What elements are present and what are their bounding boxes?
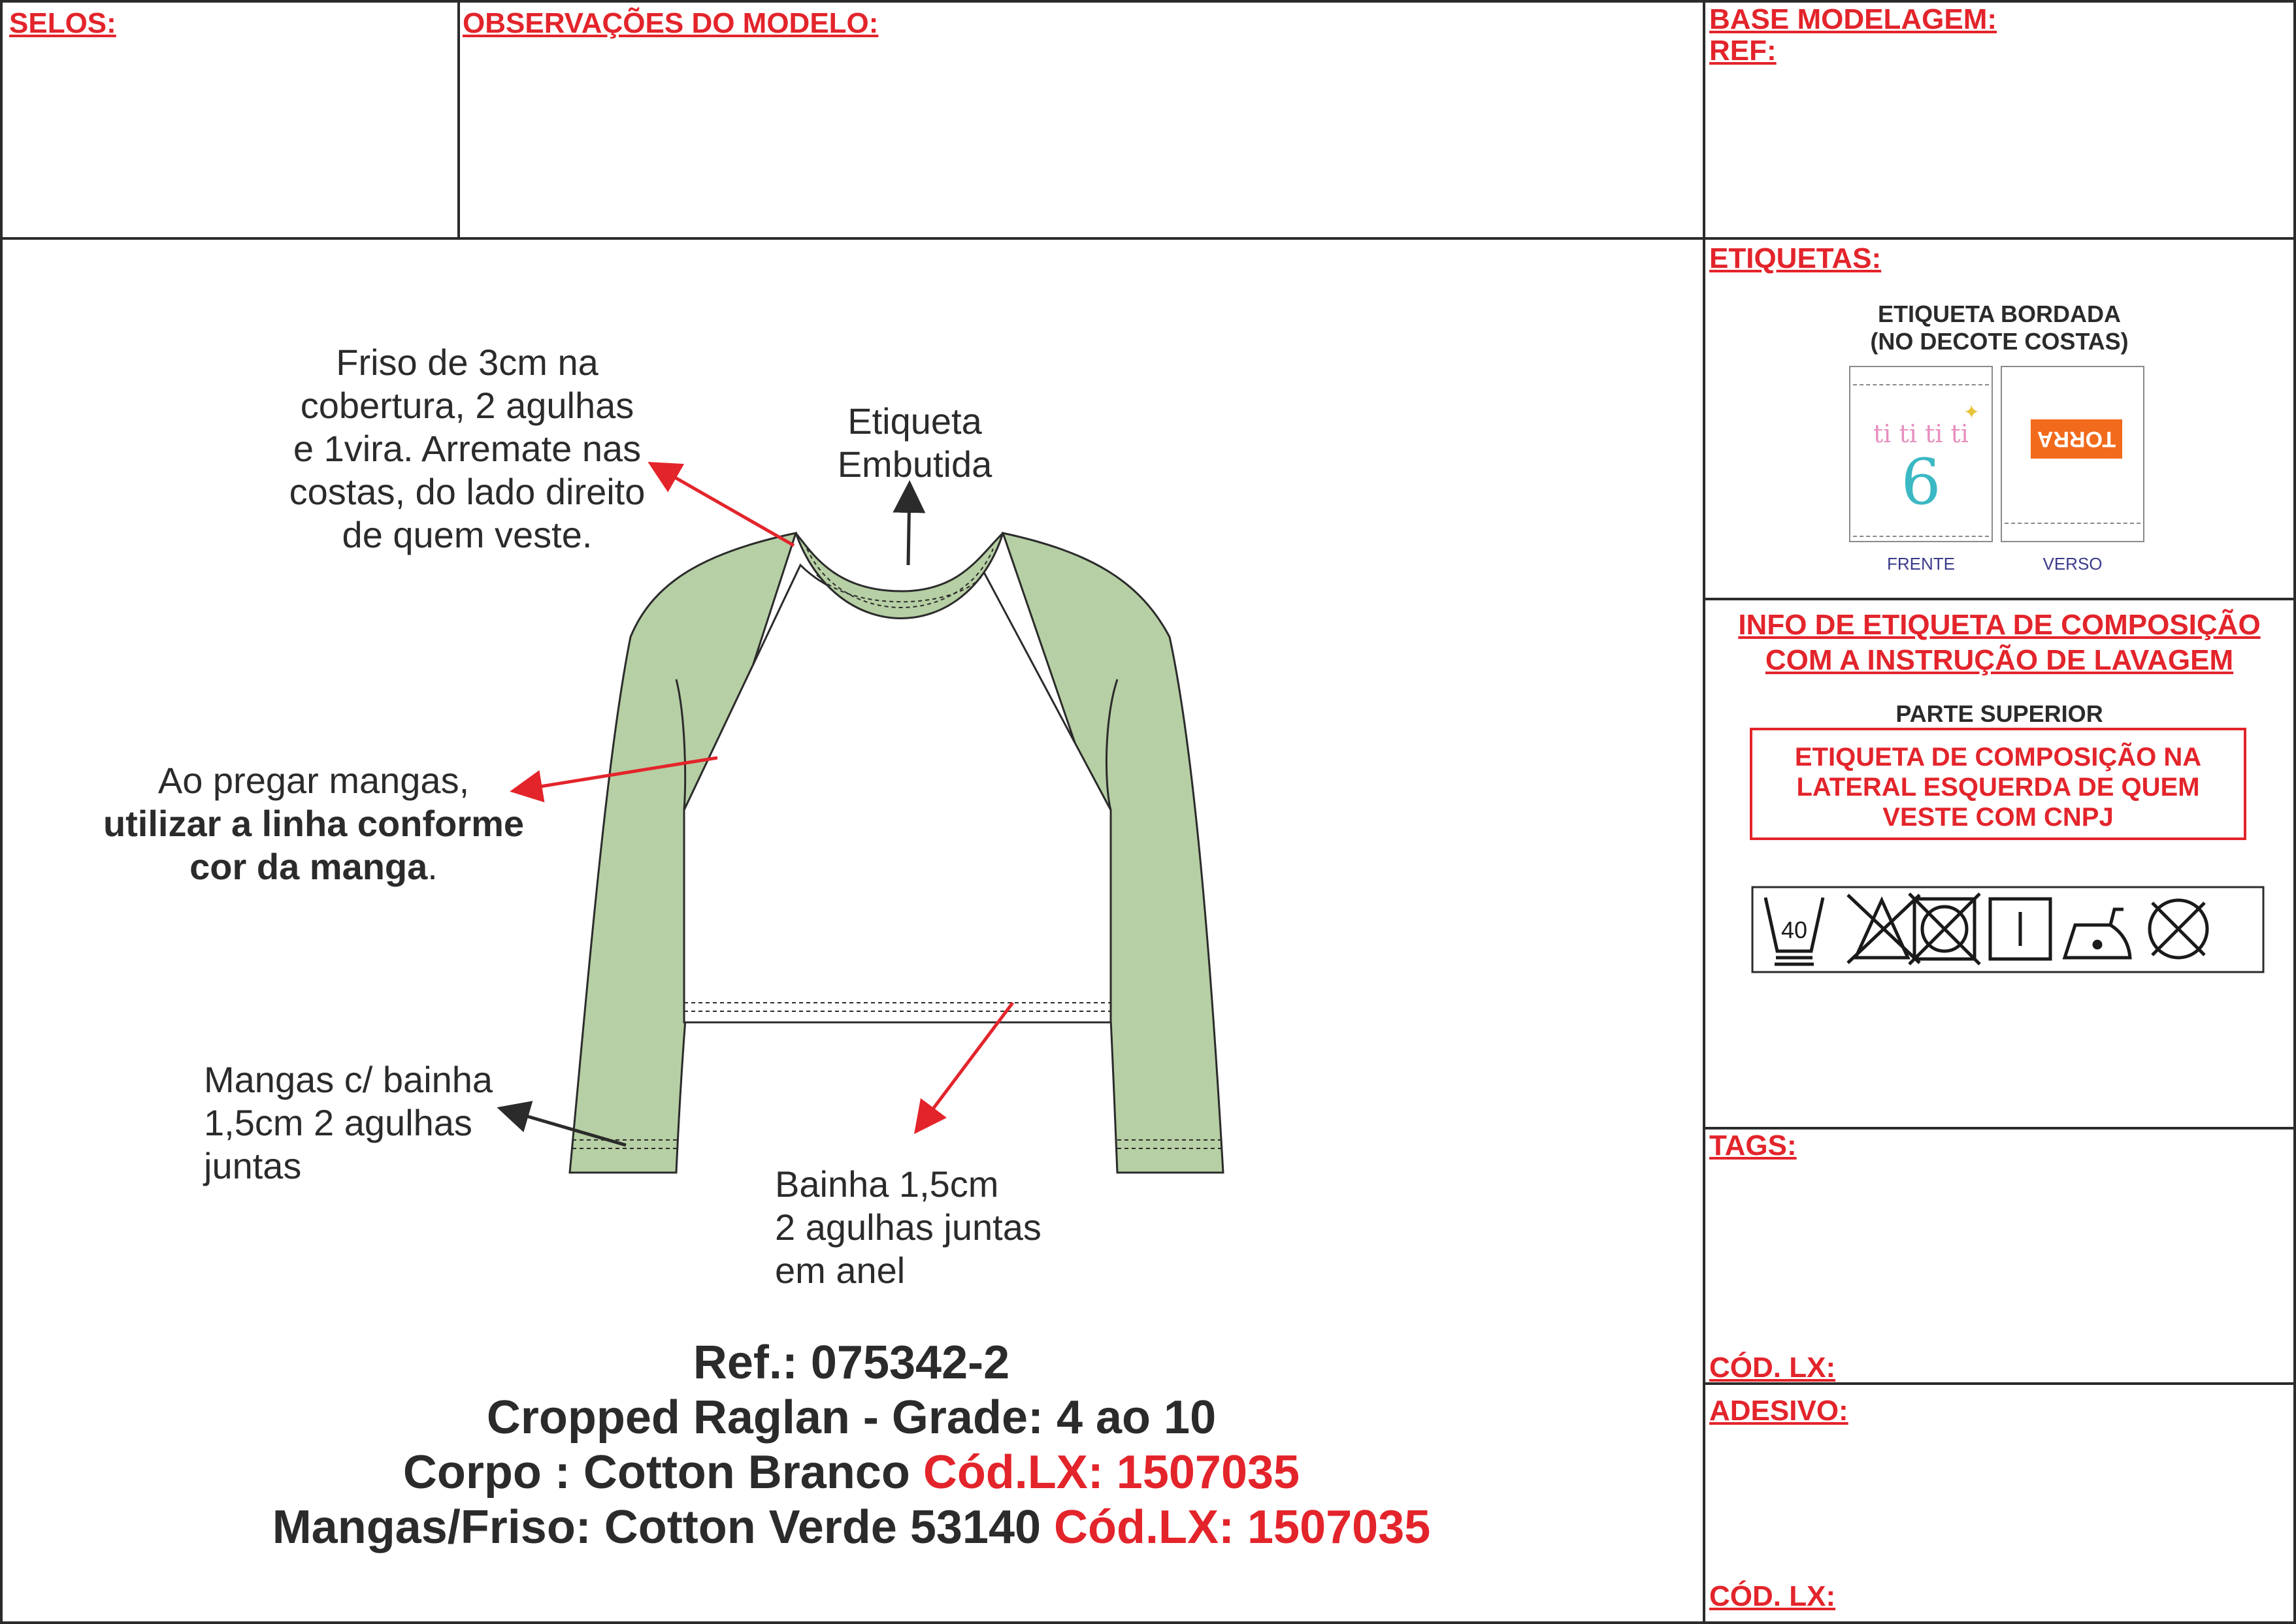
- note-mangas-bainha: Mangas c/ bainha 1,5cm 2 agulhas juntas: [204, 1059, 493, 1186]
- wash-temp: 40: [1780, 917, 1808, 943]
- care-symbols: [1751, 886, 2265, 973]
- note-friso: Friso de 3cm na cobertura, 2 agulhas e 1vira. Arremate nas costas, do lado direito de quem veste.: [289, 342, 646, 555]
- etiquetas-label: ETIQUETAS:: [1709, 242, 1882, 274]
- note-etiqueta-embutida: Etiqueta Embutida: [837, 400, 992, 485]
- note-mangas-pregar: Ao pregar mangas, utilizar a linha conforme cor da manga.: [103, 760, 525, 887]
- product-ref: Ref.: 075342-2: [693, 1337, 1010, 1389]
- base-modelagem-cell: [1703, 0, 2296, 240]
- frente-caption: FRENTE: [1887, 554, 1955, 574]
- etiquetas-cell: [1703, 237, 2296, 600]
- adesivo-label: ADESIVO:: [1709, 1395, 1848, 1427]
- selos-label: SELOS:: [9, 7, 116, 39]
- cod-lx-tags-label: CÓD. LX:: [1709, 1352, 1836, 1384]
- base-modelagem-label: BASE MODELAGEM:: [1709, 3, 1997, 35]
- tags-cell: [1703, 1127, 2296, 1385]
- observacoes-label: OBSERVAÇÕES DO MODELO:: [463, 7, 879, 39]
- etiqueta-bordada-title: ETIQUETA BORDADA (NO DECOTE COSTAS): [1870, 300, 2129, 355]
- product-corpo: Corpo : Cotton Branco Cód.LX: 1507035: [402, 1446, 1300, 1499]
- ref-label: REF:: [1709, 35, 1777, 67]
- label-front: ti ti ti ti 6 ✦: [1849, 366, 1993, 542]
- note-bainha: Bainha 1,5cm 2 agulhas juntas em anel: [775, 1163, 1041, 1291]
- product-name: Cropped Raglan - Grade: 4 ao 10: [486, 1391, 1217, 1444]
- arrow-friso: [653, 465, 794, 545]
- arrow-etiqueta: [908, 487, 910, 565]
- parte-superior-label: PARTE SUPERIOR: [1895, 700, 2103, 727]
- tags-label: TAGS:: [1709, 1129, 1797, 1161]
- cod-lx-adesivo-label: CÓD. LX:: [1709, 1580, 1836, 1612]
- composicao-box: ETIQUETA DE COMPOSIÇÃO NA LATERAL ESQUERDA DE QUEM VESTE COM CNPJ: [1750, 728, 2246, 840]
- label-back: TORRA: [2001, 366, 2144, 542]
- product-mangas: Mangas/Friso: Cotton Verde 53140 Cód.LX: 1507035: [272, 1501, 1431, 1553]
- info-composicao-title: INFO DE ETIQUETA DE COMPOSIÇÃO COM A INSTRUÇÃO DE LAVAGEM: [1738, 609, 2261, 676]
- verso-caption: VERSO: [2042, 554, 2103, 574]
